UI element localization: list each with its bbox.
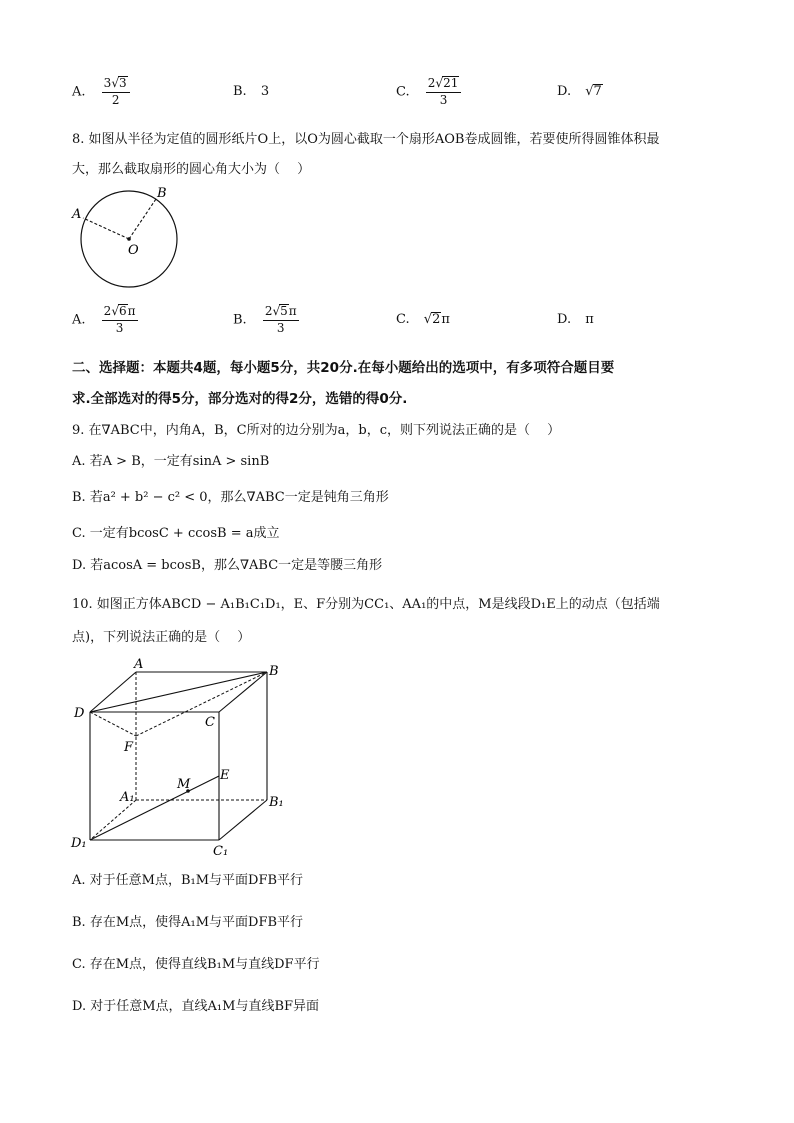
label-a: A [72,207,82,222]
radius-oa [83,218,129,239]
q8-option-c-letter: C. [396,312,410,327]
q7-option-c-fraction: $\frac{2√21}{3}$ [426,76,462,108]
q10-cube-figure [68,655,298,860]
q7-option-d-value: 7 [593,84,602,99]
q7-option-d[interactable]: D. √7 [557,84,602,99]
label-cube-a1: A₁ [120,790,135,805]
radius-ob [129,199,156,239]
hidden-segment-df [90,712,136,736]
label-cube-c: C [205,715,215,730]
hidden-segment-fb [136,672,267,736]
q10-stem-line1: 10. 如图正方体ABCD − A₁B₁C₁D₁，E、F分别为CC₁、AA₁的中点，M是线段D₁E上的动点（包括端 [72,597,660,612]
segment-d1e [90,776,219,840]
q8-option-b-letter: B. [233,312,247,328]
diagonal-db [90,672,267,712]
label-b: B [157,186,167,201]
q8-stem-line1: 8. 如图从半径为定值的圆形纸片O上，以O为圆心截取一个扇形AOB卷成圆锥，若要使所得圆锥体积最 [72,132,660,147]
section2-header-line2: 求.全部选对的得5分，部分选对的得2分，选错的得0分. [72,391,408,407]
q8-option-a-fraction: $\frac{2√6\pi}{3}$ [103,304,136,335]
label-cube-f: F [124,740,134,755]
q10-option-a[interactable]: A. 对于任意M点，B₁M与平面DFB平行 [72,873,304,888]
label-cube-b: B [269,664,279,679]
q10-stem-line2: 点)，下列说法正确的是（ ） [72,630,251,645]
q9-option-a[interactable]: A. 若A > B，一定有sinA > sinB [72,454,270,469]
q10-option-b[interactable]: B. 存在M点，使得A₁M与平面DFB平行 [72,915,304,930]
label-cube-a: A [134,657,144,672]
edge-da [90,672,136,712]
center-point [127,237,131,241]
edge-c1b1 [219,800,267,840]
q7-option-b-letter: B. [233,84,247,99]
q7-option-a-fraction: $\frac{3√3}{2}$ [102,76,130,108]
q8-circle-figure [70,182,190,292]
q9-option-d[interactable]: D. 若acosA = bcosB，那么∇ABC一定是等腰三角形 [72,558,383,573]
q8-option-c-radicand: 2 [432,312,441,327]
q8-option-d[interactable] [557,312,594,327]
q8-option-b-fraction: $\frac{2√5\pi}{3}$ [264,304,297,335]
label-o: O [128,243,139,258]
q8-option-d-letter: D. [557,312,572,327]
q8-option-a-letter: A. [72,312,86,328]
label-cube-d1: D₁ [71,836,87,851]
q7-option-a[interactable] [72,76,130,108]
q7-option-a-letter: A. [72,84,86,100]
q8-option-a[interactable] [72,304,138,336]
q9-option-c[interactable]: C. 一定有bcosC + ccosB = a成立 [72,526,280,541]
label-cube-e: E [220,768,230,783]
q10-option-c[interactable]: C. 存在M点，使得直线B₁M与直线DF平行 [72,957,320,972]
q7-option-c[interactable] [396,76,461,108]
q7-option-c-letter: C. [396,84,410,100]
q9-stem: 9. 在∇ABC中，内角A，B，C所对的边分别为a，b，c，则下列说法正确的是（ ） [72,423,561,438]
q7-option-b[interactable] [233,84,269,99]
q8-option-c[interactable]: C. √2π [396,312,450,327]
q8-option-d-value: π [585,312,594,327]
q9-option-b[interactable]: B. 若a² + b² − c² < 0，那么∇ABC一定是钝角三角形 [72,490,389,505]
q7-option-b-value: 3 [260,84,270,99]
label-cube-m: M [177,777,191,792]
section2-header-line1: 二、选择题：本题共4题，每小题5分，共20分.在每小题给出的选项中，有多项符合题目要 [72,360,615,376]
q10-option-d[interactable]: D. 对于任意M点，直线A₁M与直线BF异面 [72,999,320,1014]
label-cube-b1: B₁ [269,795,284,810]
label-cube-d: D [74,706,85,721]
label-cube-c1: C₁ [213,844,229,859]
q8-stem-line2: 大，那么截取扇形的圆心角大小为（ ） [72,162,311,177]
q7-option-d-letter: D. [557,84,572,99]
q8-option-b[interactable] [233,304,299,336]
